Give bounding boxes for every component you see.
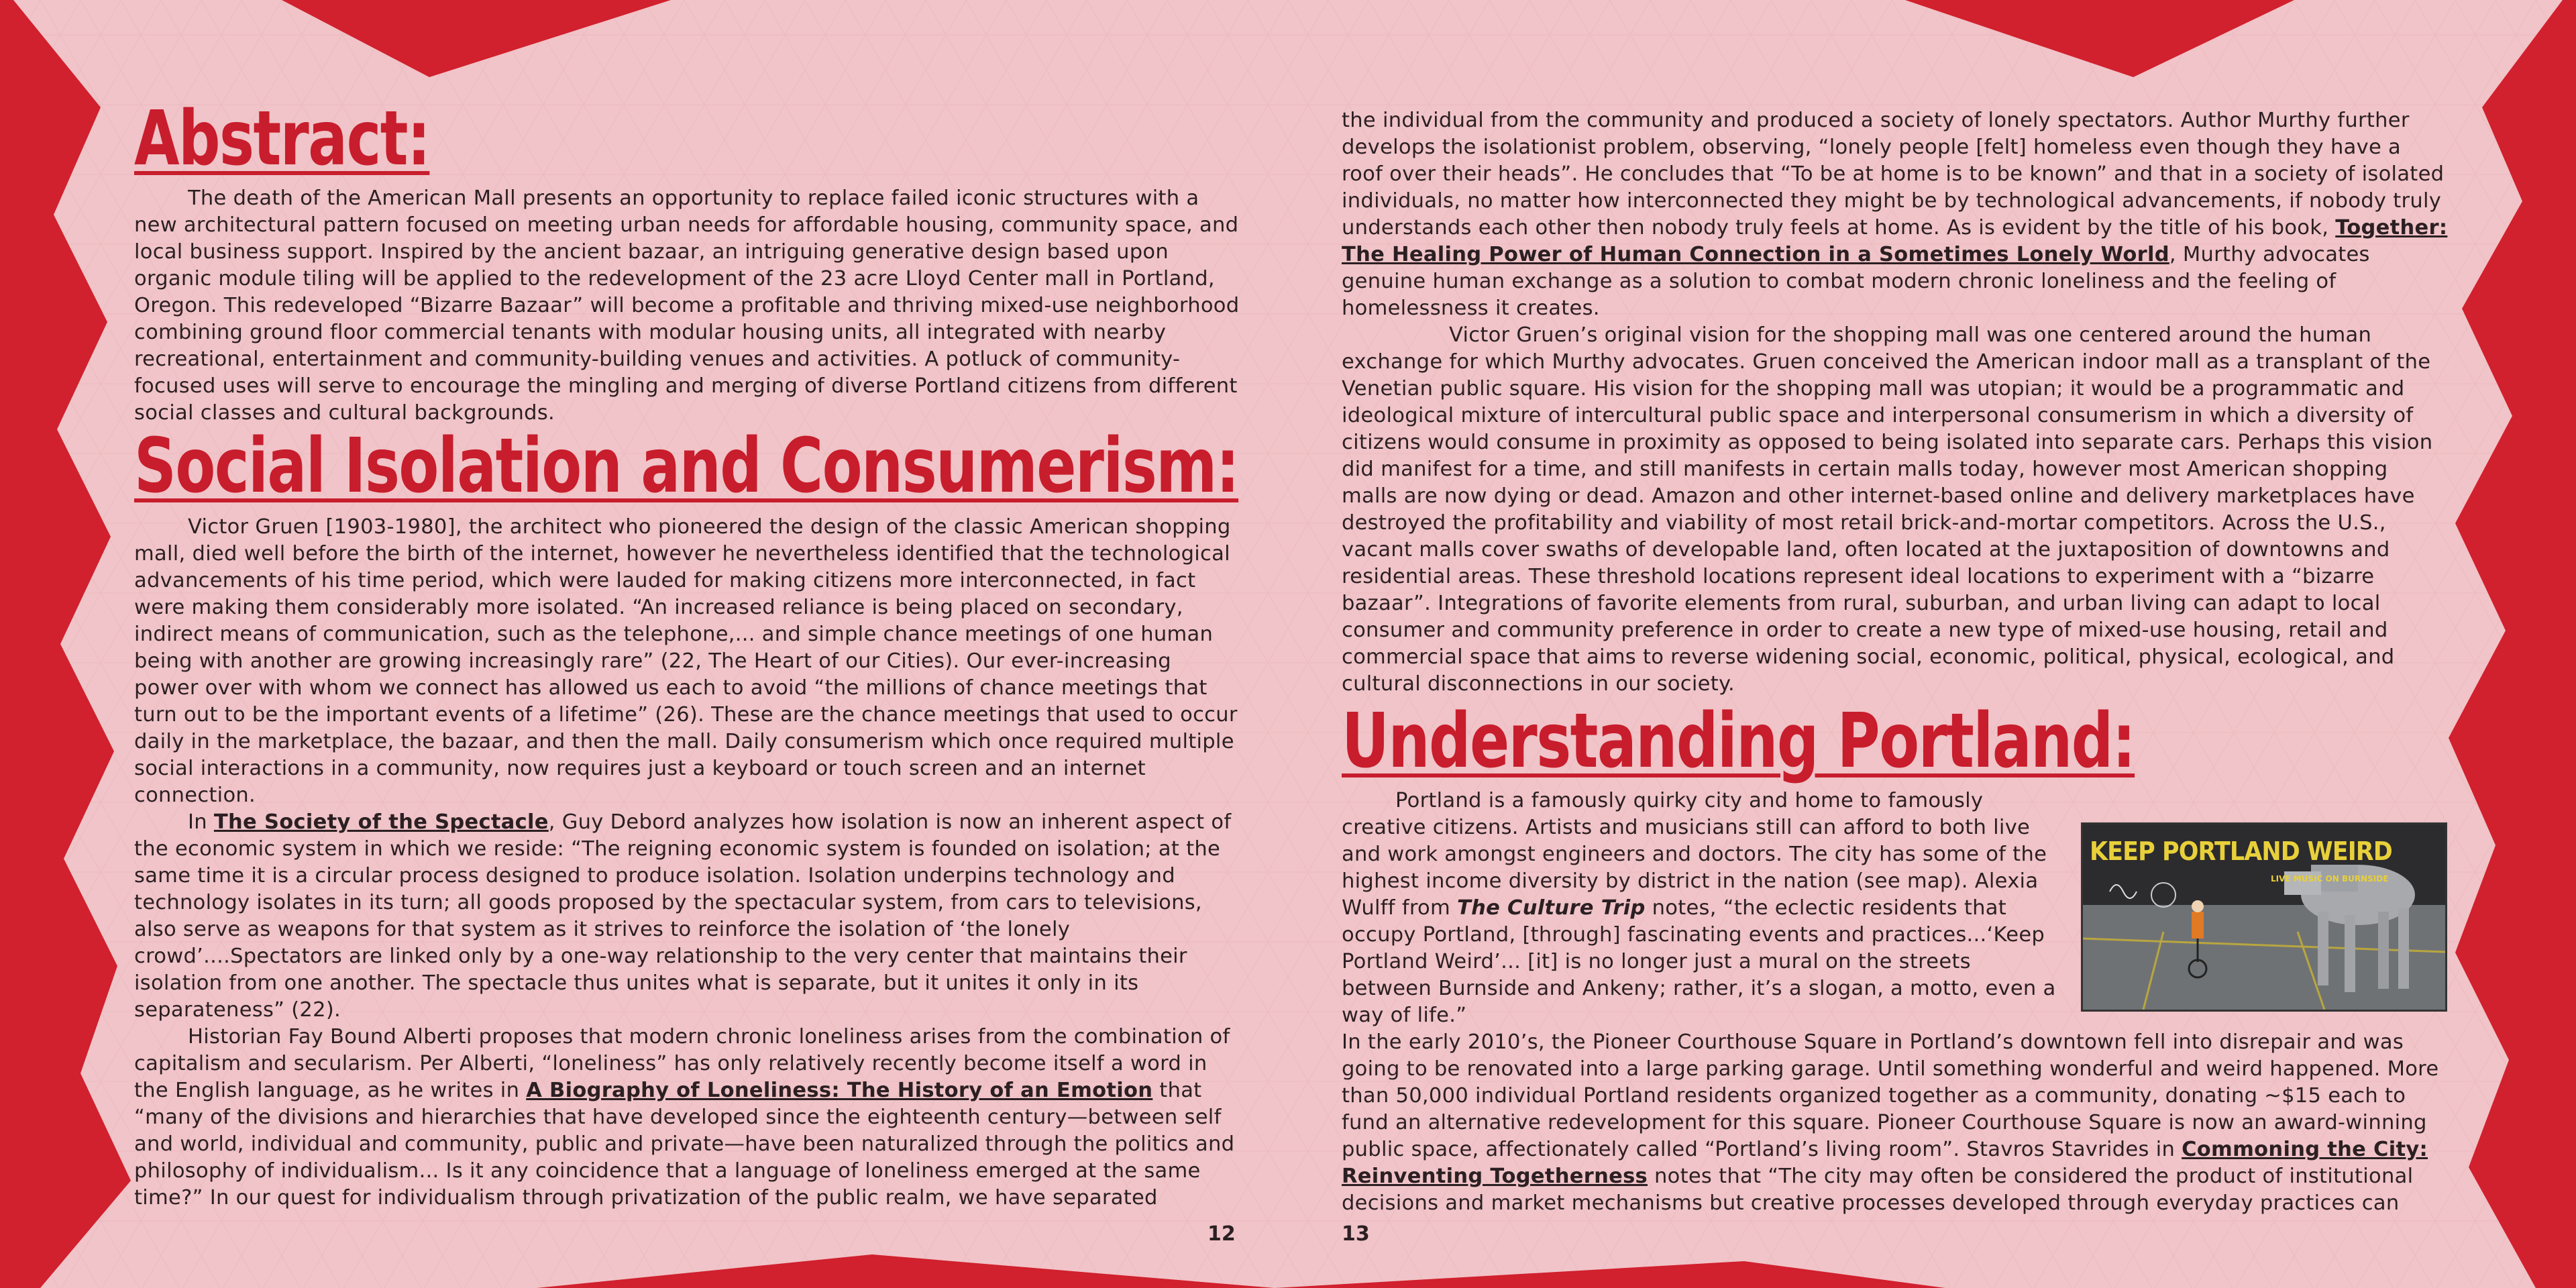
photo-sign-text: KEEP PORTLAND WEIRD (2090, 837, 2392, 866)
gruen-paragraph: Victor Gruen’s original vision for the shopping mall was one centered around the human exchange for which Murthy advocates. Gruen conceived the American indoor mall as a transplant of the Venetian public square. His vision for the shopping mall was utopian; it would be a programmatic and ideological mixture of intercultural public space and interpersonal consumerism in which a diversity of citizens would consume in proximity as opposed to being isolated into separate cars. Perhaps this vision did manifest for a time, and still manifests in certain malls today, however most American shopping malls are now dying or dead. Amazon and other internet-based online and delivery marketplaces have destroyed the profitability and viability of most retail brick-and-mortar competitors. Across the U.S., vacant malls cover swaths of developable land, often located at the juxtaposition of downtowns and residential areas. These threshold locations represent ideal locations to experiment with a “bizarre bazaar”. Integrations of favorite elements from rural, suburban, and urban living can adapt to local consumer and community preference in order to create a new type of mixed-use housing, retail and commercial space that aims to reverse widening social, economic, political, physical, ecological, and cultural disconnections in our society. (1342, 323, 2433, 696)
social-paragraph-3 (134, 1024, 1241, 1212)
text-span: In the early 2010’s, the Pioneer Courthouse Square in Portland’s downtown fell into disrepair and was going to be renovated into a large parking garage. Until something wonderful and weird happened. More than 50,000 individual Portland residents organized together as a community, donating ~$15 each to fund an alternative redevelopment for this square. Pioneer Courthouse Square is now an award-winning public space, affectionately called “Portland’s living room”. Stavros Stavrides in (1342, 1030, 2439, 1161)
together-book-ref: Together: The Healing Power of Human Connection in a Sometimes Lonely World (1342, 216, 2448, 266)
keep-portland-weird-photo (2081, 822, 2447, 1012)
biography-of-loneliness-ref: A Biography of Loneliness: The History of an Emotion (526, 1079, 1153, 1102)
portland-paragraph-1 (1342, 788, 2066, 1029)
commoning-the-city-ref: Commoning the City: Reinventing Togetherness (1342, 1138, 2428, 1188)
abstract-paragraph: The death of the American Mall presents an opportunity to replace failed iconic structures with a new architectural pattern focused on meeting urban needs for affordable housing, community space, and local business support. Inspired by the ancient bazaar, an intriguing generative design based upon organic module tiling will be applied to the redevelopment of the 23 acre Lloyd Center mall in Portland, Oregon. This redeveloped “Bizarre Bazaar” will become a profitable and thriving mixed-use neighborhood combining ground floor commercial tenants with modular housing units, all integrated with nearby recreational, entertainment and community-building venues and activities. A potluck of community-focused uses will serve to encourage the mingling and merging of diverse Portland citizens from different social classes and cultural backgrounds. (134, 186, 1240, 425)
text-span: Portland is a famously quirky city and home to famously creative citizens. Artists and musicians still can afford to both live and work amongst engineers and doctors. The city has some of the highest income diversity by district in the nation (see map). Alexia Wulff from (1342, 789, 2047, 920)
text-span: , Murthy advocates genuine human exchange as a solution to combat modern chronic loneliness and the feeling of homelessness it creates. (1342, 243, 2370, 320)
social-paragraph-1: Victor Gruen [1903-1980], the architect who pioneered the design of the classic American shopping mall, died well before the birth of the internet, however he nevertheless identified that the technological advancements of his time period, which were lauded for making citizens more interconnected, in fact were making them considerably more isolated. “An increased reliance is being placed on secondary, indirect means of communication, such as the telephone,... and simple chance meetings of one human being with another are growing increasingly rare” (22, The Heart of our Cities). Our ever-increasing power over with whom we connect has allowed us each to avoid “the millions of chance meetings that turn out to be the important events of a lifetime” (26). These are the chance meetings that used to occur daily in the marketplace, the bazaar, and then the mall. Daily consumerism which once required multiple social interactions in a community, now requires just a keyboard or touch screen and an internet connection. (134, 515, 1238, 807)
abstract-heading: Abstract: (134, 95, 430, 182)
text-span: notes, “the eclectic residents that occupy Portland, [through] fascinating events and practices...‘Keep Portland Weird’... [it] is no longer just a mural on the streets between Burnside and Ankeny; rather, it’s a slogan, a motto, even a way of life.” (1342, 896, 2056, 1027)
page-number-right: 13 (1342, 1222, 1370, 1246)
culture-trip-ref: The Culture Trip (1457, 896, 1646, 920)
text-span: , Guy Debord analyzes how isolation is now an inherent aspect of the economic system in which we reside: “The reigning economic system is founded on isolation; at the same time it is a circular process designed to produce isolation. Isolation underpins technology and technology isolates in its turn; all goods proposed by the spectacular system, from cars to televisions, also serve as weapons for that system as it strives to reinforce the isolation of ‘the lonely crowd’....Spectators are linked only by a one-way relationship to the very center that maintains their isolation from one another. The spectacle thus unites what is separate, but it unites it only in its separateness” (22). (134, 810, 1232, 1022)
text-span: notes that “The city may often be considered the product of institutional decisions and market mechanisms but creative processes developed through everyday practices can (1342, 1165, 2414, 1215)
social-isolation-heading: Social Isolation and Consumerism: (134, 423, 1239, 510)
understanding-portland-heading: Understanding Portland: (1342, 698, 2135, 785)
text-span: the individual from the community and produced a society of lonely spectators. Author Murthy further develops the isolationist problem, observing, “lonely people [felt] homeless even though they have a roof over their heads”. He concludes that “To be at home is to be known” and that in a society of isolated individuals, no matter how interconnected they might be by technological advancements, if nobody truly understands each other then nobody truly feels at home. As is evident by the title of his book, (1342, 109, 2445, 239)
society-of-spectacle-ref: The Society of the Spectacle (213, 810, 549, 834)
text-span: Historian Fay Bound Alberti proposes that modern chronic loneliness arises from the combination of capitalism and secularism. Per Alberti, “loneliness” has only relatively recently become itself a word in the English language, as he writes in (134, 1025, 1230, 1102)
left-page-column (134, 95, 1241, 1212)
murthy-paragraph (1342, 107, 2449, 322)
right-page-column (1342, 107, 2449, 1217)
portland-paragraph-2 (1342, 1029, 2449, 1217)
photo-sub-text: LIVE MUSIC ON BURNSIDE (2271, 874, 2389, 883)
page-number-left: 12 (1208, 1222, 1236, 1246)
text-span: that “many of the divisions and hierarchies that have developed since the eighteenth century—between self and world, individual and community, public and private—have been naturalized through the politics and philosophy of individualism... Is it any coincidence that a language of loneliness emerged at the same time?” In our quest for individualism through privatization of the public realm, we have separated (134, 1079, 1235, 1210)
text-span: In (188, 810, 214, 834)
social-paragraph-2 (134, 809, 1241, 1024)
